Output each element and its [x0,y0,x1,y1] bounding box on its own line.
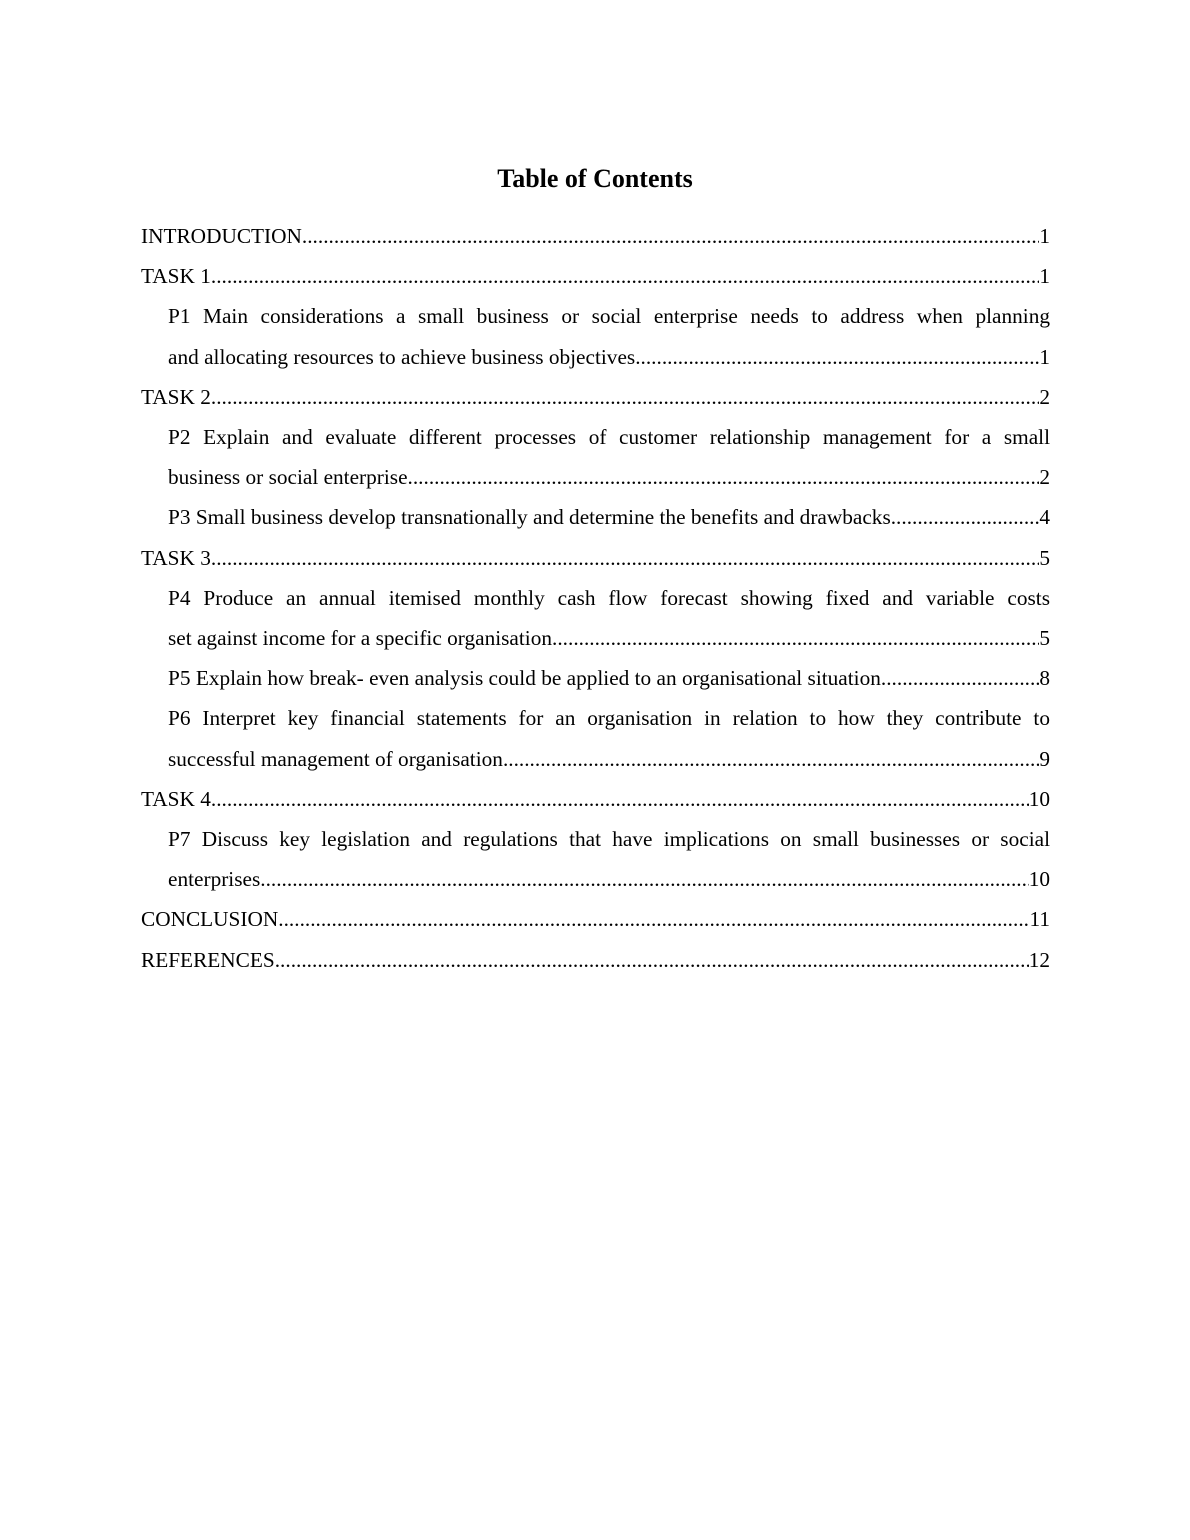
toc-entry-label: CONCLUSION [141,907,279,932]
toc-entry-label-line1: P4 Produce an annual itemised monthly cash flow forecast showing fixed and variable costs [168,585,1050,610]
toc-page-number: 2 [1039,384,1050,409]
toc-page-number: 12 [1028,947,1050,972]
toc-subentry[interactable] [168,819,1050,899]
toc-page-number: 8 [1039,666,1050,691]
toc-entry-label-line1: P6 Interpret key financial statements for an organisation in relation to how they contribute to [168,706,1050,731]
leader-dots [211,538,1039,578]
leader-dots [503,739,1039,779]
toc-page-number: 1 [1039,264,1050,289]
toc-page-number: 4 [1039,505,1050,530]
leader-dots [260,859,1028,899]
leader-dots [275,940,1029,980]
toc-page-number: 10 [1028,867,1050,892]
table-of-contents [141,216,1050,980]
toc-entry-label: REFERENCES [141,947,275,972]
leader-dots [302,216,1039,256]
toc-subentry[interactable] [168,417,1050,497]
toc-entry-label: P5 Explain how break- even analysis could be applied to an organisational situation [168,666,881,691]
toc-entry-label: INTRODUCTION [141,224,302,248]
toc-page-number: 1 [1039,344,1050,369]
toc-entry-label: successful management of organisation [168,746,503,771]
toc-page-number: 11 [1029,907,1050,932]
leader-dots [891,497,1040,537]
toc-subentry[interactable] [168,658,1050,698]
toc-entry[interactable] [141,377,1050,417]
toc-page-number: 5 [1039,626,1050,651]
leader-dots [635,337,1039,377]
toc-entry-label: P3 Small business develop transnationally and determine the benefits and drawbacks [168,505,891,530]
toc-page-number: 5 [1039,545,1050,570]
toc-entry[interactable] [141,538,1050,578]
toc-entry-label: business or social enterprise [168,465,408,490]
leader-dots [278,899,1029,939]
toc-entry[interactable] [141,216,1050,256]
toc-entry-label: and allocating resources to achieve business objectives [168,344,636,369]
toc-entry-label-line1: P1 Main considerations a small business or social enterprise needs to address when planning [168,304,1050,329]
toc-page-number: 9 [1039,746,1050,771]
toc-entry-label: TASK 4 [141,786,211,811]
toc-page-number: 10 [1028,786,1050,811]
toc-entry-label: TASK 1 [141,264,211,289]
toc-entry-label: TASK 3 [141,545,211,570]
toc-entry-label: enterprises [168,867,261,892]
toc-title: Table of Contents [497,164,693,193]
toc-subentry[interactable] [168,497,1050,537]
toc-entry-label-line1: P2 Explain and evaluate different processes of customer relationship management for a small [168,425,1050,450]
toc-page-number: 1 [1039,224,1050,248]
leader-dots [881,658,1039,698]
leader-dots [552,618,1039,658]
toc-entry[interactable] [141,899,1050,939]
leader-dots [211,256,1039,296]
toc-entry[interactable] [141,940,1050,980]
toc-subentry[interactable] [168,296,1050,376]
toc-entry-label-line1: P7 Discuss key legislation and regulations that have implications on small businesses or social [168,827,1050,852]
toc-subentry[interactable] [168,578,1050,658]
toc-entry[interactable] [141,779,1050,819]
toc-page-number: 2 [1039,465,1050,490]
leader-dots [211,377,1039,417]
toc-entry-label: TASK 2 [141,384,211,409]
leader-dots [408,457,1040,497]
toc-entry-label: set against income for a specific organisation [168,626,553,651]
leader-dots [211,779,1029,819]
toc-subentry[interactable] [168,698,1050,778]
toc-entry[interactable] [141,256,1050,296]
